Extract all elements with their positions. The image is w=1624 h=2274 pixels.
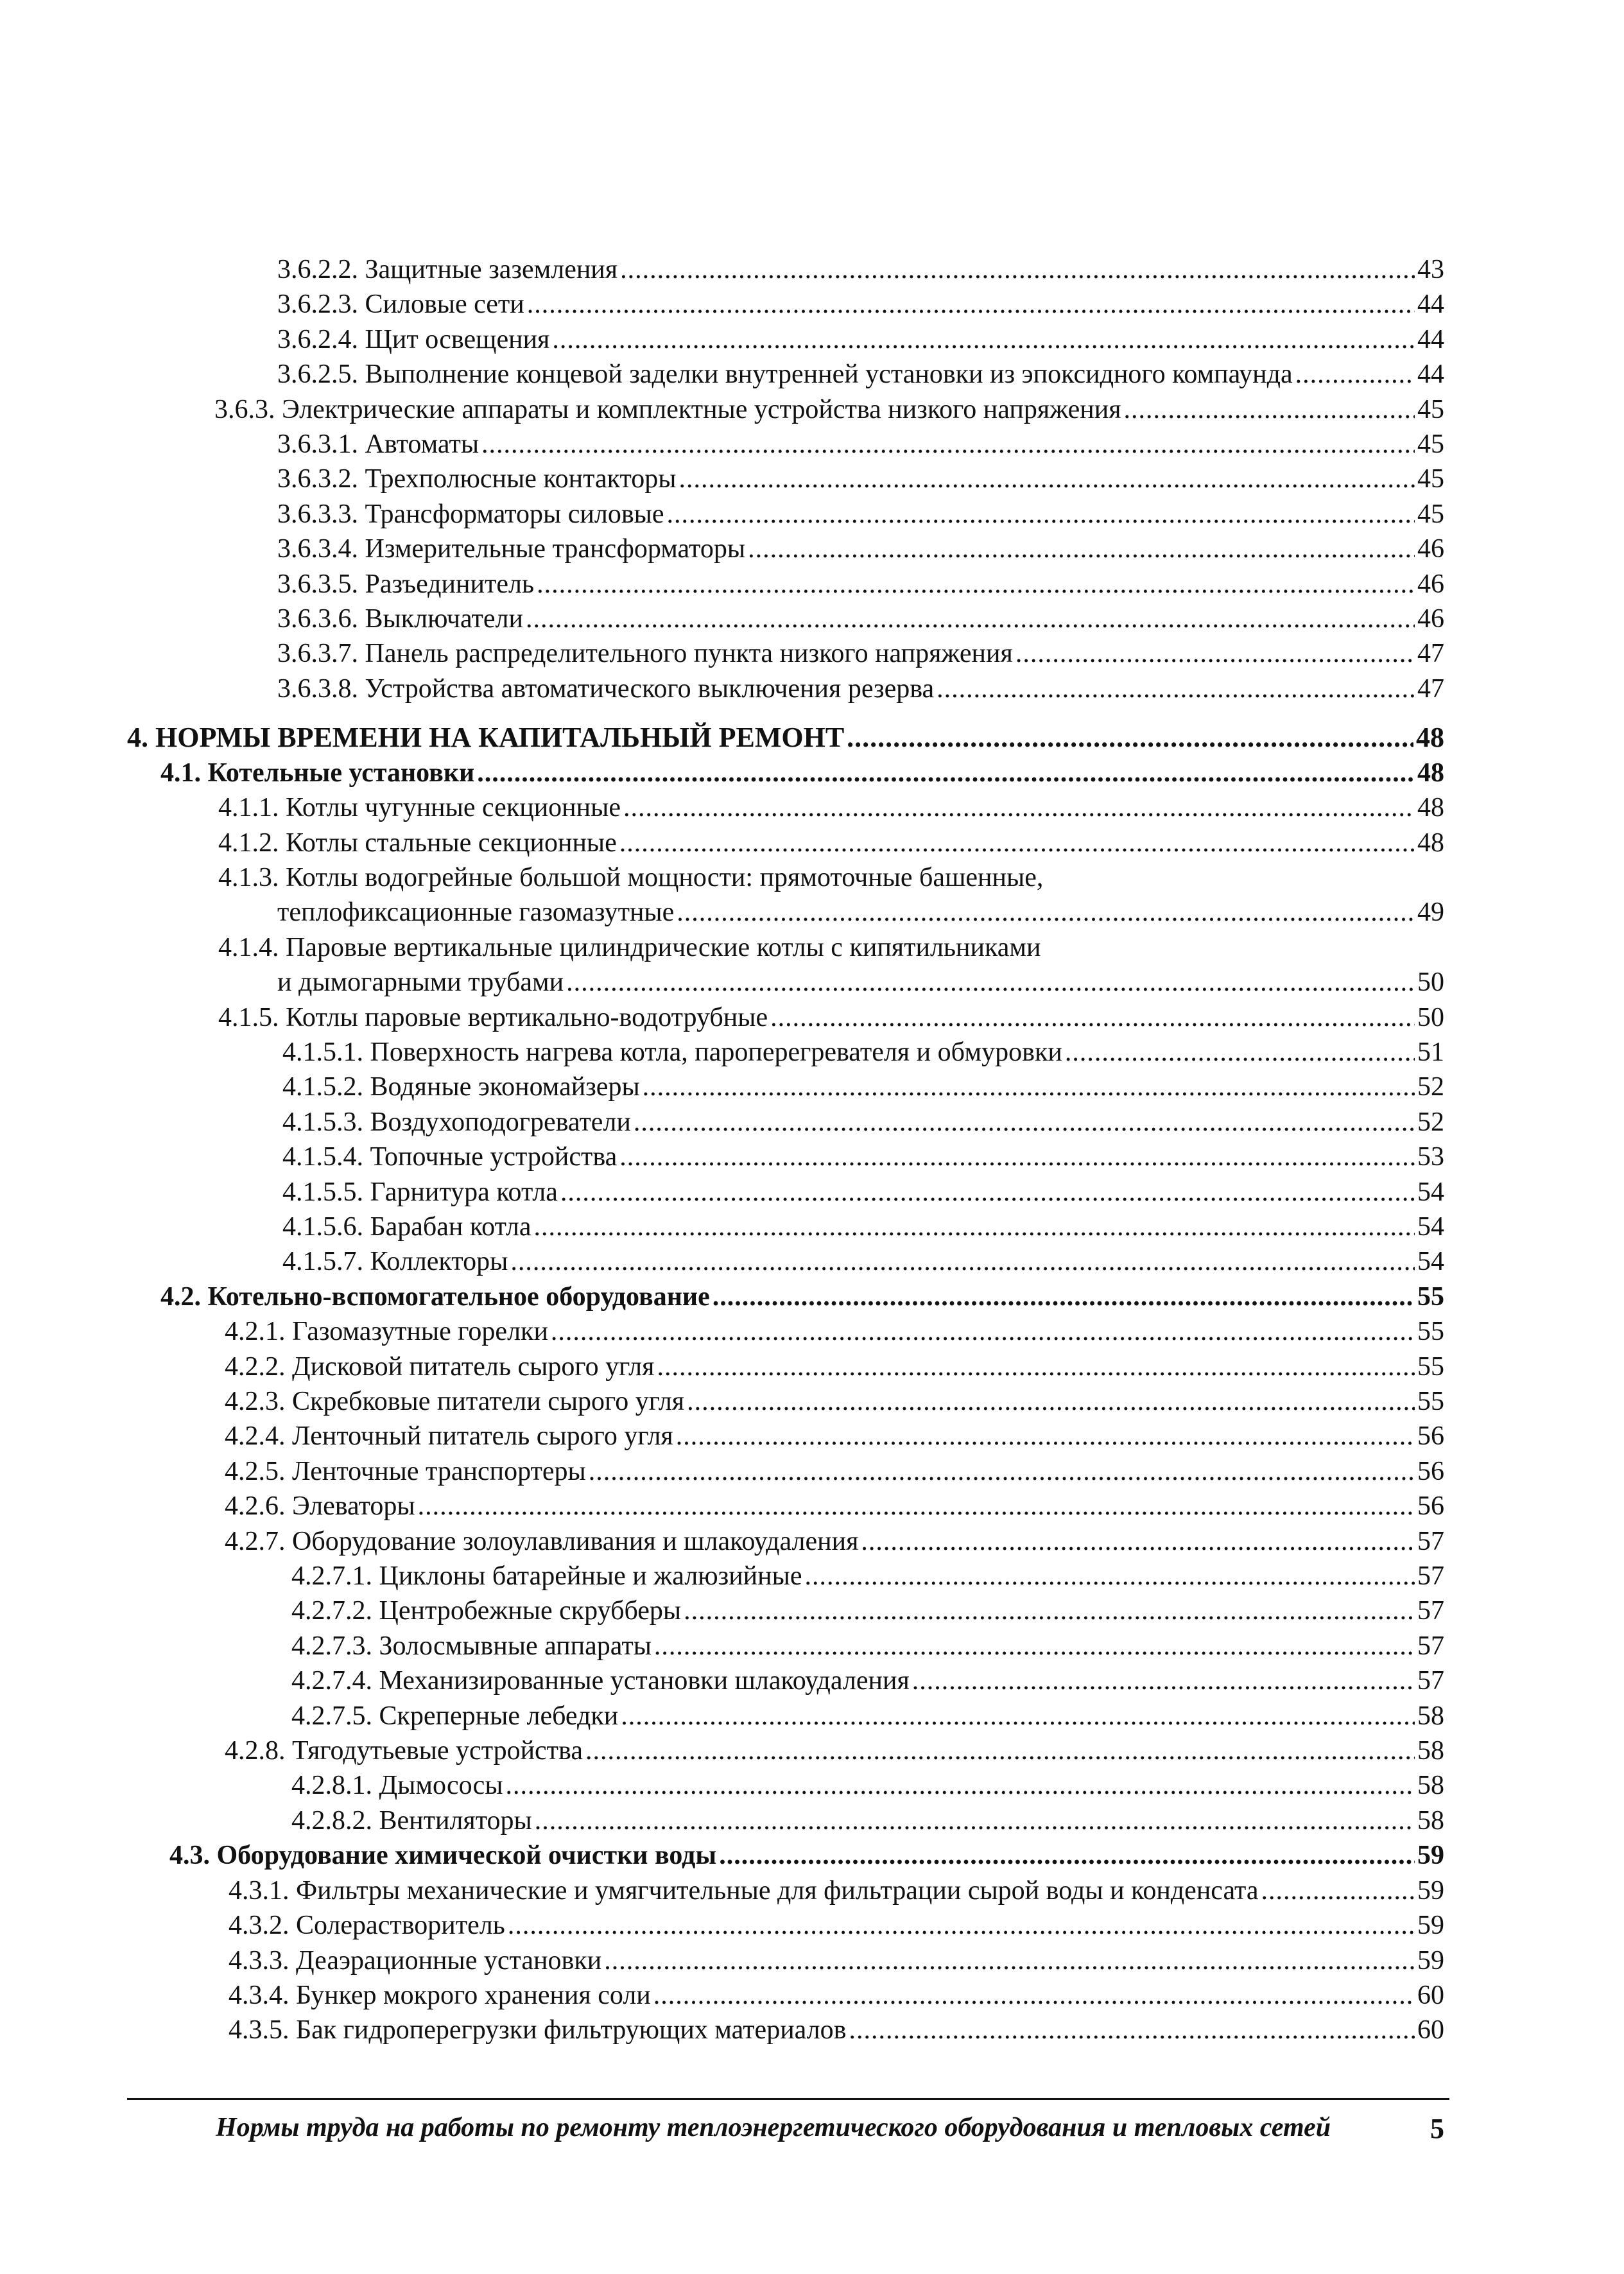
toc-row <box>291 1803 1444 1838</box>
dot-leader <box>657 1350 1415 1384</box>
toc-page-number: 55 <box>1417 1281 1444 1312</box>
toc-row <box>277 287 1444 322</box>
dot-leader <box>619 1140 1415 1174</box>
toc-entry <box>214 392 1444 427</box>
toc-page-number: 55 <box>1417 1317 1444 1347</box>
dot-leader <box>477 756 1415 790</box>
toc-entry-title-continuation: теплофиксационные газомазутные <box>277 898 675 928</box>
dot-leader <box>604 1943 1415 1978</box>
dot-leader <box>526 602 1415 636</box>
toc-entry-title: 4.1.5.6. Барабан котла <box>282 1211 531 1242</box>
toc-entry-title: 3.6.3.2. Трехполюсные контакторы <box>277 464 677 494</box>
dot-leader <box>585 1733 1415 1768</box>
toc-entry-title: 4.3.3. Деаэрационные установки <box>229 1945 602 1975</box>
toc-entry-title: 3.6.3.3. Трансформаторы силовые <box>277 499 664 529</box>
dot-leader <box>684 1593 1415 1628</box>
toc-entry <box>291 1663 1444 1698</box>
toc-row <box>229 1908 1444 1943</box>
toc-row <box>229 1943 1444 1978</box>
toc-page-number: 44 <box>1417 324 1444 354</box>
dot-leader <box>551 1314 1415 1349</box>
toc-entry-title: 4.3.1. Фильтры механические и умягчительные для фильтрации сырой воды и конденсата <box>229 1875 1259 1905</box>
toc-row <box>229 1873 1444 1908</box>
toc-entry <box>127 720 1444 755</box>
toc-page-number: 60 <box>1417 2015 1444 2045</box>
toc-entry <box>277 252 1444 287</box>
toc-row <box>277 672 1444 706</box>
toc-entry <box>160 756 1444 790</box>
toc-entry <box>277 322 1444 357</box>
dot-leader <box>653 1978 1415 2013</box>
toc-page-number: 43 <box>1417 255 1444 284</box>
toc-row <box>160 1280 1444 1314</box>
toc-entry <box>225 1350 1444 1384</box>
toc-entry <box>225 1419 1444 1454</box>
dot-leader <box>527 287 1415 322</box>
toc-row <box>225 1489 1444 1523</box>
toc-entry <box>229 2013 1444 2047</box>
toc-entry-title: 3.6.3.4. Измерительные трансформаторы <box>277 534 746 564</box>
toc-row <box>229 1978 1444 2013</box>
toc-entry-title: 4.1.3. Котлы водогрейные большой мощности: прямоточные башенные, <box>218 862 1044 892</box>
dot-leader <box>1065 1035 1415 1070</box>
toc-entry-title: 4.1.5.1. Поверхность нагрева котла, пароперегревателя и обмуровки <box>282 1037 1062 1067</box>
toc-entry <box>277 532 1444 566</box>
toc-entry-title: 4.2.7.4. Механизированные установки шлакоудаления <box>291 1666 910 1696</box>
toc-entry <box>291 1593 1444 1628</box>
toc-entry <box>225 1454 1444 1489</box>
dot-leader <box>566 965 1415 1000</box>
dot-leader <box>677 895 1415 930</box>
toc-page-number: 47 <box>1417 673 1444 704</box>
toc-page-number: 52 <box>1417 1072 1444 1102</box>
toc-row <box>291 1663 1444 1698</box>
toc-row <box>282 1070 1444 1104</box>
toc-page-number: 50 <box>1417 968 1444 998</box>
toc-row <box>225 1314 1444 1349</box>
toc-entry <box>282 1070 1444 1104</box>
dot-leader <box>1295 357 1415 392</box>
toc-entry <box>277 357 1444 392</box>
dot-leader <box>643 1070 1415 1104</box>
dot-leader <box>552 322 1415 357</box>
toc-entry <box>169 1838 1444 1873</box>
toc-row <box>225 1419 1444 1454</box>
toc-page-number: 49 <box>1417 898 1444 928</box>
dot-leader <box>418 1489 1415 1523</box>
toc-entry <box>229 1873 1444 1908</box>
toc-page-number: 56 <box>1417 1456 1444 1486</box>
dot-leader <box>912 1663 1415 1698</box>
toc-entry-title: 4. НОРМЫ ВРЕМЕНИ НА КАПИТАЛЬНЫЙ РЕМОНТ <box>127 722 845 754</box>
toc-page-number: 55 <box>1417 1351 1444 1382</box>
toc-row <box>218 895 1444 930</box>
toc-row <box>277 567 1444 602</box>
toc-entry-title: 4.1.5.4. Топочные устройства <box>282 1142 618 1172</box>
toc-page-number: 47 <box>1417 639 1444 669</box>
toc-row <box>169 1838 1444 1873</box>
toc-page-number: 45 <box>1417 464 1444 494</box>
toc-entry <box>277 427 1444 462</box>
toc-page-number: 44 <box>1417 290 1444 320</box>
toc-entry-title: 4.1.2. Котлы стальные секционные <box>218 828 617 858</box>
toc-page-number: 59 <box>1417 1911 1444 1941</box>
toc-page-number: 59 <box>1417 1945 1444 1975</box>
toc-entry <box>225 1489 1444 1523</box>
toc-entry <box>225 1733 1444 1768</box>
toc-entry <box>218 860 1444 930</box>
toc-entry-title-continuation: и дымогарными трубами <box>277 968 564 998</box>
dot-leader <box>937 672 1415 706</box>
toc-page-number: 55 <box>1417 1387 1444 1416</box>
dot-leader <box>667 497 1415 532</box>
toc-page-number: 48 <box>1417 793 1444 823</box>
toc-entry-title: 4.2.4. Ленточный питатель сырого угля <box>225 1421 673 1452</box>
dot-leader <box>713 1280 1415 1314</box>
toc-page-number: 45 <box>1417 430 1444 460</box>
toc-entry <box>277 567 1444 602</box>
dot-leader <box>481 427 1415 462</box>
toc-row <box>282 1140 1444 1174</box>
toc-entry-title: 4.2.2. Дисковой питатель сырого угля <box>225 1351 655 1382</box>
toc-page-number: 46 <box>1417 569 1444 599</box>
toc-page-number: 46 <box>1417 604 1444 634</box>
page-number: 5 <box>1430 2113 1444 2144</box>
toc-entry <box>229 1908 1444 1943</box>
toc-entry <box>229 1978 1444 2013</box>
toc-entry-title: 4.1. Котельные установки <box>160 758 475 788</box>
dot-leader <box>770 1000 1415 1035</box>
toc-page-number: 54 <box>1417 1247 1444 1277</box>
toc-entry-title: 4.1.5.3. Воздухоподогреватели <box>282 1107 631 1137</box>
toc-entry <box>282 1210 1444 1244</box>
toc-page-number: 58 <box>1417 1771 1444 1801</box>
toc-row <box>218 1000 1444 1035</box>
toc-entry-title: 3.6.3. Электрические аппараты и комплектные устройства низкого напряжения <box>214 394 1121 424</box>
dot-leader <box>589 1454 1415 1489</box>
toc-row <box>291 1629 1444 1663</box>
toc-entry <box>291 1803 1444 1838</box>
toc-row <box>277 357 1444 392</box>
toc-entry-title: 3.6.2.3. Силовые сети <box>277 290 524 320</box>
toc-entry <box>225 1314 1444 1349</box>
toc-page-number: 59 <box>1417 1875 1444 1905</box>
footer-divider <box>127 2098 1449 2100</box>
toc-entry <box>282 1140 1444 1174</box>
toc-entry <box>291 1629 1444 1663</box>
toc-entry-title: 4.3. Оборудование химической очистки воды <box>169 1841 717 1871</box>
toc-entry-title: 4.1.5.7. Коллекторы <box>282 1247 508 1277</box>
dot-leader <box>847 720 1413 755</box>
toc-page-number: 46 <box>1417 534 1444 564</box>
dot-leader <box>849 2013 1415 2047</box>
dot-leader <box>1261 1873 1415 1908</box>
toc-entry-title: 4.1.5.2. Водяные экономайзеры <box>282 1072 640 1102</box>
dot-leader <box>534 1210 1415 1244</box>
toc-entry-title: 4.2.8.2. Вентиляторы <box>291 1805 532 1836</box>
toc-row <box>218 965 1444 1000</box>
toc-entry-title: 4.3.4. Бункер мокрого хранения соли <box>229 1980 651 2010</box>
toc-row <box>127 720 1444 755</box>
toc-entry <box>291 1699 1444 1733</box>
toc-entry <box>291 1559 1444 1593</box>
dot-leader <box>623 790 1415 825</box>
toc-entry <box>225 1384 1444 1419</box>
toc-row <box>277 602 1444 636</box>
toc-page-number: 57 <box>1417 1561 1444 1592</box>
toc-entry <box>277 287 1444 322</box>
toc-entry <box>229 1943 1444 1978</box>
toc-page-number: 50 <box>1417 1002 1444 1032</box>
toc-entry-title: 3.6.2.5. Выполнение концевой заделки внутренней установки из эпоксидного компаунда <box>277 360 1293 390</box>
dot-leader <box>679 462 1415 496</box>
toc-entry <box>277 636 1444 671</box>
toc-page-number: 48 <box>1416 722 1444 754</box>
toc-row <box>291 1593 1444 1628</box>
toc-row <box>214 392 1444 427</box>
toc-row <box>291 1699 1444 1733</box>
toc-page-number: 56 <box>1417 1421 1444 1452</box>
toc-page-number: 48 <box>1417 758 1444 788</box>
toc-entry-title: 4.2.6. Элеваторы <box>225 1491 415 1522</box>
toc-entry-title: 4.2.7.1. Циклоны батарейные и жалюзийные <box>291 1561 802 1592</box>
toc-entry-title: 4.1.1. Котлы чугунные секционные <box>218 793 621 823</box>
dot-leader <box>654 1629 1415 1663</box>
toc-page-number: 54 <box>1417 1177 1444 1207</box>
toc-entry-title: 4.2.7. Оборудование золоулавливания и шлакоудаления <box>225 1526 859 1556</box>
toc-entry <box>282 1244 1444 1279</box>
toc-entry-title: 3.6.2.4. Щит освещения <box>277 324 550 354</box>
toc-entry-title: 4.2.7.3. Золосмывные аппараты <box>291 1631 652 1661</box>
toc-entry-title: 4.2.5. Ленточные транспортеры <box>225 1456 586 1486</box>
toc-entry-title: 4.3.5. Бак гидроперегрузки фильтрующих материалов <box>229 2015 847 2045</box>
toc-entry-title: 3.6.3.8. Устройства автоматического выключения резерва <box>277 673 935 704</box>
toc-row <box>277 322 1444 357</box>
toc-page-number: 57 <box>1417 1596 1444 1626</box>
toc-row <box>225 1733 1444 1768</box>
dot-leader <box>620 252 1415 287</box>
toc-row <box>225 1524 1444 1559</box>
toc-entry <box>282 1175 1444 1210</box>
toc-row <box>277 636 1444 671</box>
dot-leader <box>804 1559 1415 1593</box>
toc-page-number: 44 <box>1417 360 1444 390</box>
dot-leader <box>619 826 1415 860</box>
toc-row <box>277 252 1444 287</box>
toc-page-number: 57 <box>1417 1526 1444 1556</box>
toc-page-number: 58 <box>1417 1701 1444 1731</box>
toc-entry-title: 4.1.4. Паровые вертикальные цилиндрические котлы с кипятильниками <box>218 932 1041 962</box>
toc-row <box>282 1035 1444 1070</box>
toc-entry <box>218 1000 1444 1035</box>
toc-row <box>225 1350 1444 1384</box>
toc-entry <box>277 672 1444 706</box>
toc-entry-title: 4.1.5. Котлы паровые вертикально-водотрубные <box>218 1002 768 1032</box>
toc-row <box>277 427 1444 462</box>
toc-entry <box>160 1280 1444 1314</box>
toc-entry-title: 3.6.3.1. Автоматы <box>277 430 479 460</box>
toc-row <box>218 790 1444 825</box>
dot-leader <box>687 1384 1415 1419</box>
toc-entry-title: 4.2.7.2. Центробежные скрубберы <box>291 1596 682 1626</box>
dot-leader <box>560 1175 1415 1210</box>
toc-page-number: 51 <box>1417 1037 1444 1067</box>
toc-page-number: 45 <box>1417 499 1444 529</box>
toc-page-number: 57 <box>1417 1631 1444 1661</box>
toc-page-number: 53 <box>1417 1142 1444 1172</box>
toc-entry <box>218 790 1444 825</box>
toc-row <box>291 1768 1444 1803</box>
dot-leader <box>537 567 1415 602</box>
toc-row <box>282 1175 1444 1210</box>
table-of-contents <box>0 252 1624 2048</box>
toc-entry-title: 3.6.3.5. Разъединитель <box>277 569 535 599</box>
toc-row <box>229 2013 1444 2047</box>
toc-entry <box>277 462 1444 496</box>
toc-row <box>277 532 1444 566</box>
toc-row <box>282 1244 1444 1279</box>
toc-page-number: 45 <box>1417 394 1444 424</box>
toc-entry <box>218 930 1444 1000</box>
toc-page-number: 59 <box>1417 1841 1444 1871</box>
toc-entry-title: 3.6.3.6. Выключатели <box>277 604 523 634</box>
dot-leader <box>1015 636 1415 671</box>
toc-entry-title: 4.2. Котельно-вспомогательное оборудование <box>160 1281 710 1312</box>
toc-row <box>282 1210 1444 1244</box>
toc-entry-title: 4.2.3. Скребковые питатели сырого угля <box>225 1387 685 1416</box>
toc-page-number: 56 <box>1417 1491 1444 1522</box>
toc-row <box>225 1384 1444 1419</box>
toc-entry <box>218 826 1444 860</box>
dot-leader <box>508 1908 1415 1943</box>
dot-leader <box>719 1838 1415 1873</box>
toc-entry-title: 4.2.1. Газомазутные горелки <box>225 1317 548 1347</box>
toc-entry-title: 4.2.7.5. Скреперные лебедки <box>291 1701 619 1731</box>
toc-entry <box>277 497 1444 532</box>
toc-page-number: 58 <box>1417 1736 1444 1766</box>
toc-page-number: 48 <box>1417 828 1444 858</box>
toc-entry <box>291 1768 1444 1803</box>
toc-row <box>277 462 1444 496</box>
dot-leader <box>506 1768 1415 1803</box>
toc-row <box>225 1454 1444 1489</box>
dot-leader <box>748 532 1415 566</box>
toc-entry-title: 3.6.2.2. Защитные заземления <box>277 255 618 284</box>
toc-page-number: 54 <box>1417 1211 1444 1242</box>
dot-leader <box>861 1524 1415 1559</box>
toc-row <box>282 1105 1444 1140</box>
toc-entry-title: 3.6.3.7. Панель распределительного пункта низкого напряжения <box>277 639 1013 669</box>
footer-title: Нормы труда на работы по ремонту теплоэнергетического оборудования и тепловых сетей <box>216 2113 1331 2142</box>
toc-row <box>160 756 1444 790</box>
toc-entry <box>225 1524 1444 1559</box>
dot-leader <box>510 1244 1415 1279</box>
dot-leader <box>676 1419 1415 1454</box>
toc-entry-title: 4.2.8. Тягодутьевые устройства <box>225 1736 583 1766</box>
toc-page-number: 57 <box>1417 1666 1444 1696</box>
toc-row <box>277 497 1444 532</box>
toc-entry <box>277 602 1444 636</box>
toc-entry-title: 4.1.5.5. Гарнитура котла <box>282 1177 558 1207</box>
toc-page-number: 60 <box>1417 1980 1444 2010</box>
dot-leader <box>535 1803 1415 1838</box>
dot-leader <box>634 1105 1415 1140</box>
toc-entry-title: 4.2.8.1. Дымососы <box>291 1771 503 1801</box>
dot-leader <box>1124 392 1415 427</box>
toc-page-number: 58 <box>1417 1805 1444 1836</box>
toc-entry <box>282 1035 1444 1070</box>
toc-page-number: 52 <box>1417 1107 1444 1137</box>
toc-row <box>218 826 1444 860</box>
toc-entry-title: 4.3.2. Солерастворитель <box>229 1911 505 1941</box>
toc-row <box>291 1559 1444 1593</box>
dot-leader <box>621 1699 1415 1733</box>
toc-entry <box>282 1105 1444 1140</box>
